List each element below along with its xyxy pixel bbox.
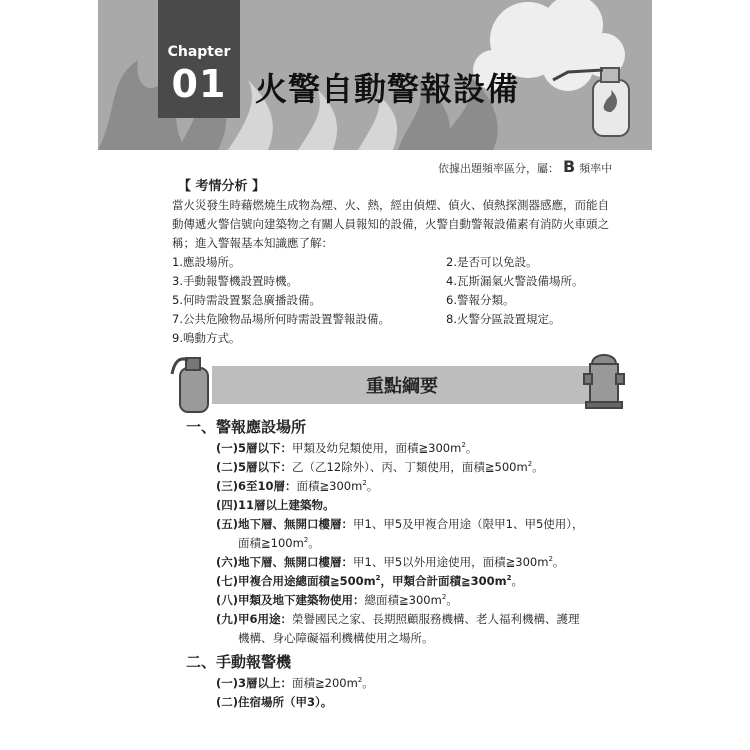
item-label: (七)甲複合用途總面積≧500m xyxy=(216,574,376,588)
item-text: 甲類及幼兒類使用，面積≧300m xyxy=(292,441,462,455)
analysis-item: 7.公共危險物品場所何時需設置警報設備。 xyxy=(172,312,390,326)
item-label: (二)住宿場所（甲3）。 xyxy=(216,695,333,709)
item-tail: 。 xyxy=(465,441,478,455)
analysis-item: 1.應設場所。 xyxy=(172,255,241,269)
item-text: ，甲類合計面積≧300m xyxy=(380,574,507,588)
list-item xyxy=(216,554,564,570)
sup-2: 2 xyxy=(527,460,533,469)
item-text: 面積≧200m xyxy=(292,676,358,690)
item-label: (六)地下層、無開口樓層： xyxy=(216,555,354,569)
sup-2: 2 xyxy=(303,536,309,545)
sup-2: 2 xyxy=(548,555,553,564)
analysis-item: 9.鳴動方式。 xyxy=(172,331,241,345)
item-text: 機構、身心障礙福利機構使用之場所。 xyxy=(238,631,434,645)
item-text: 乙（乙12除外）、丙、丁類使用，面積≧500m xyxy=(292,460,528,474)
list-item xyxy=(216,611,580,627)
list-item xyxy=(216,459,544,475)
list-item xyxy=(216,694,332,710)
item-label: (一)3層以上： xyxy=(216,676,293,690)
analysis-item: 3.手動報警機設置時機。 xyxy=(172,274,298,288)
item-text: 榮譽國民之家、長期照顧服務機構、老人福利機構、護理 xyxy=(292,612,580,626)
list-item xyxy=(216,516,584,532)
section-heading: 一、警報應設場所 xyxy=(186,418,307,436)
item-label: (八)甲類及地下建築物使用： xyxy=(216,593,365,607)
analysis-paragraph: 當火災發生時藉燃燒生成物為煙、火、熱，經由偵煙、偵火、偵熱探測器感應，而能自動傳遞火警信號向建築物之有關人員報知的設備，火警自動警報設備素有消防火車頭之稱；進入警報基本知識應了解： xyxy=(172,198,609,250)
item-label: (四)11層以上建築物。 xyxy=(216,498,335,512)
sup-2: 2 xyxy=(506,574,512,583)
analysis-item: 2.是否可以免設。 xyxy=(446,255,538,269)
extinguisher-icon xyxy=(170,350,218,414)
chapter-title: 火警自動警報設備 xyxy=(255,70,520,108)
frequency-level: B xyxy=(563,157,576,176)
item-text: 面積≧300m xyxy=(296,479,363,493)
item-label: (九)甲6用途： xyxy=(216,612,293,626)
key-points-title: 重點綱要 xyxy=(366,376,438,397)
item-tail: 。 xyxy=(308,536,320,550)
list-item xyxy=(238,535,320,551)
item-tail: 。 xyxy=(446,593,458,607)
analysis-heading: 【 考情分析 】 xyxy=(178,179,266,194)
item-text: 總面積≧300m xyxy=(364,593,442,607)
sup-2: 2 xyxy=(357,676,363,685)
frequency-suffix: 頻率中 xyxy=(579,162,613,175)
frequency-note xyxy=(438,157,612,176)
list-item xyxy=(216,440,477,456)
sup-2: 2 xyxy=(441,593,447,602)
item-label: (二)5層以下： xyxy=(216,460,293,474)
item-label: (三)6至10層： xyxy=(216,479,297,493)
list-item xyxy=(216,573,523,589)
list-item xyxy=(238,630,434,646)
analysis-item: 4.瓦斯漏氣火警設備場所。 xyxy=(446,274,584,288)
item-tail: 。 xyxy=(552,555,565,569)
item-label: (五)地下層、無開口樓層： xyxy=(216,517,354,531)
list-item xyxy=(216,592,458,608)
item-text: 面積≧100m xyxy=(238,536,304,550)
list-item xyxy=(216,497,335,513)
item-tail: 。 xyxy=(511,574,524,588)
list-item xyxy=(216,478,378,494)
chapter-number: 01 xyxy=(171,62,227,106)
frequency-prefix: 依據出題頻率區分，屬： xyxy=(438,162,559,175)
section-heading: 二、手動報警機 xyxy=(186,653,292,671)
chapter-word: Chapter xyxy=(167,44,231,60)
sup-2: 2 xyxy=(461,441,466,450)
chapter-tab xyxy=(158,0,240,118)
analysis-item: 6.警報分類。 xyxy=(446,293,515,307)
analysis-item: 8.火警分區設置規定。 xyxy=(446,312,561,326)
item-label: (一)5層以下： xyxy=(216,441,293,455)
item-tail: 。 xyxy=(532,460,544,474)
analysis-item: 5.何時需設置緊急廣播設備。 xyxy=(172,293,321,307)
item-tail: 。 xyxy=(366,479,379,493)
sup-2: 2 xyxy=(362,479,367,488)
item-text: 甲1、甲5及甲複合用途（限甲1、甲5使用）， xyxy=(353,517,584,531)
item-text: 甲1、甲5以外用途使用，面積≧300m xyxy=(353,555,549,569)
list-item xyxy=(216,675,374,691)
sup-2: 2 xyxy=(375,574,381,583)
item-tail: 。 xyxy=(362,676,374,690)
